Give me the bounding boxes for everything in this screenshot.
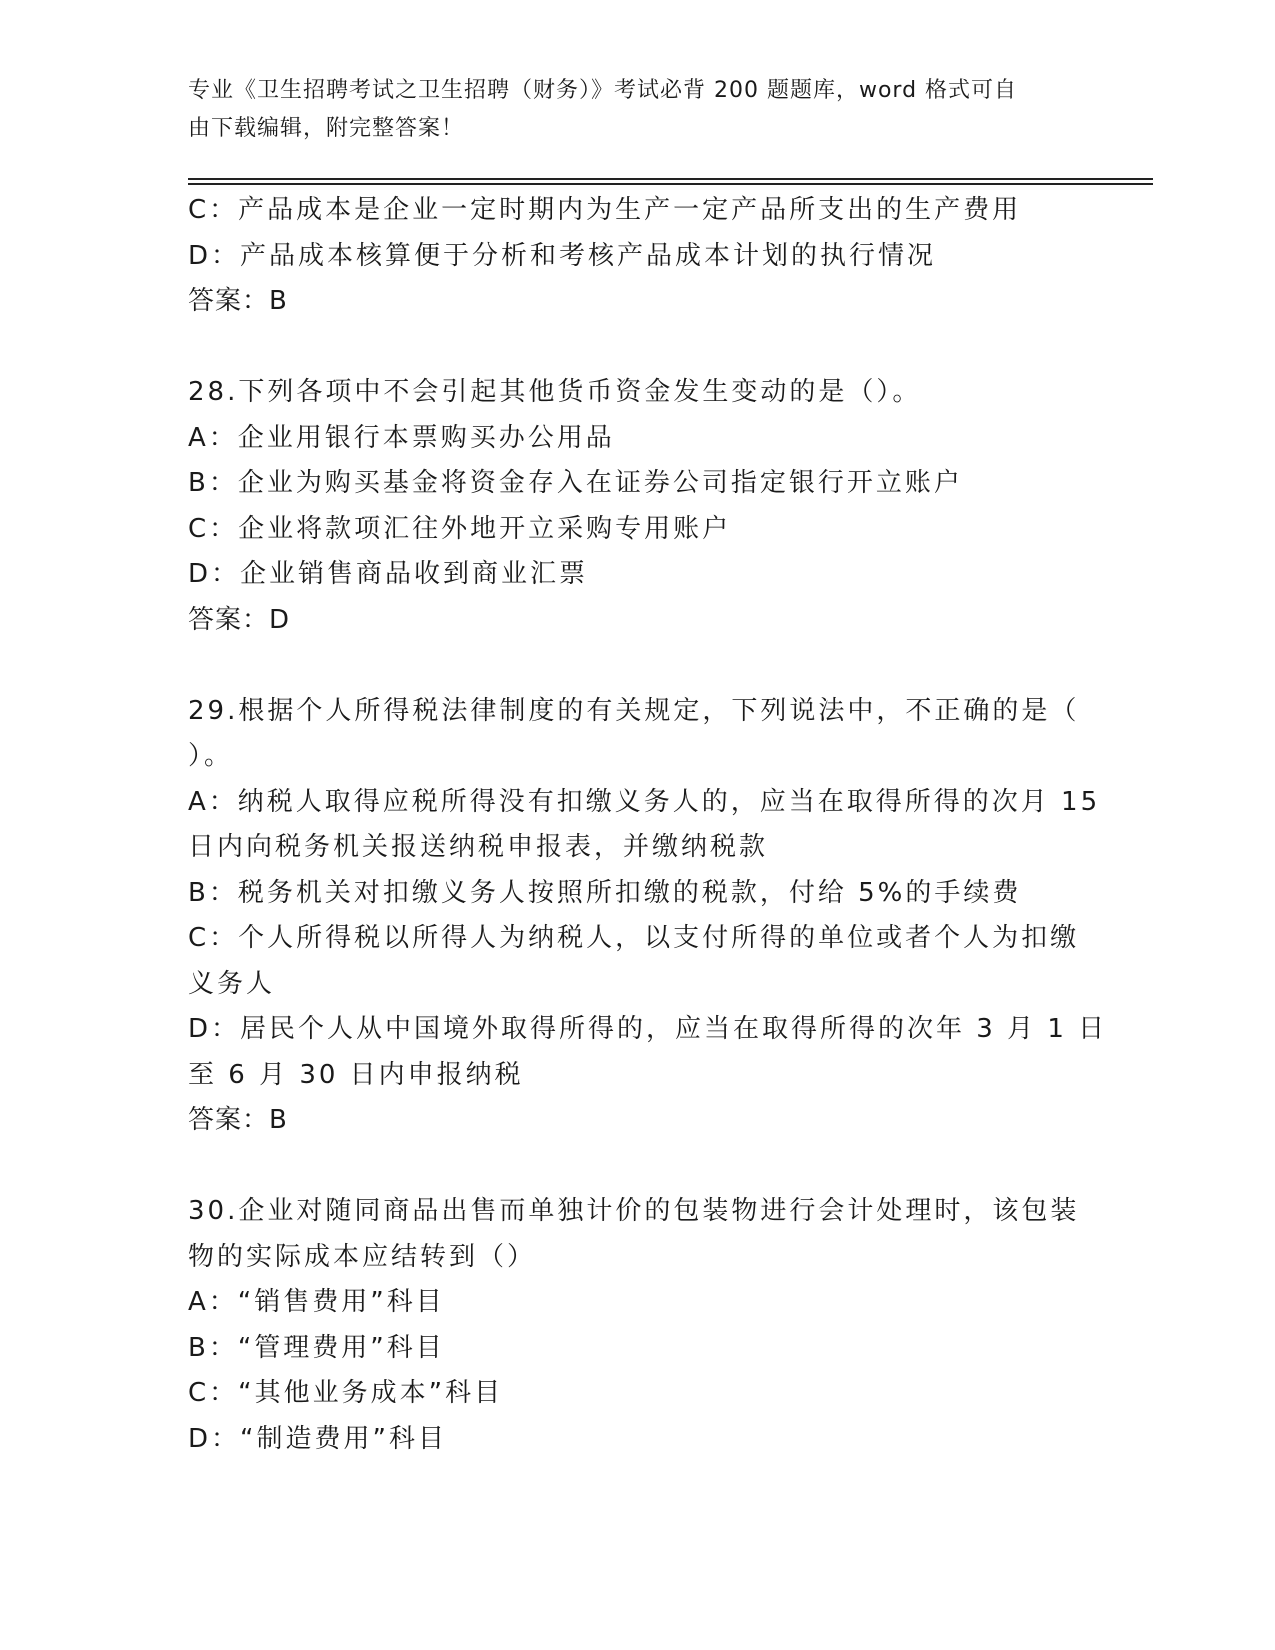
option-c-line-2: 义务人 — [188, 968, 276, 999]
option-a-line-2: 日内向税务机关报送纳税申报表，并缴纳税款 — [188, 832, 769, 862]
question-stem: 28.下列各项中不会引起其他货币资金发生变动的是（）。 — [188, 377, 922, 407]
question-29 — [188, 689, 1108, 1144]
option-b: B：企业为购买基金将资金存入在证券公司指定银行开立账户 — [188, 468, 963, 498]
question-stem-line-1: 29.根据个人所得税法律制度的有关规定，下列说法中，不正确的是（ — [188, 695, 1080, 726]
question-stem-line-1: 30.企业对随同商品出售而单独计价的包装物进行会计处理时，该包装 — [188, 1196, 1080, 1226]
option-c-line-1: C：个人所得税以所得人为纳税人，以支付所得的单位或者个人为扣缴 — [188, 923, 1080, 953]
option-d: D：产品成本核算便于分析和考核产品成本计划的执行情况 — [188, 240, 937, 271]
question-list — [188, 188, 1108, 1462]
spacer — [188, 643, 1088, 689]
answer-line: 答案：D — [188, 604, 291, 635]
header-divider-top — [188, 178, 1153, 180]
option-a: A：企业用银行本票购买办公用品 — [188, 422, 615, 453]
spacer — [188, 1144, 1088, 1190]
header-line-2: 由下载编辑，附完整答案！ — [188, 116, 465, 141]
option-c: C：“其他业务成本”科目 — [188, 1378, 504, 1408]
option-c: C：企业将款项汇往外地开立采购专用账户 — [188, 513, 732, 544]
spacer — [188, 325, 1088, 371]
question-stem-line-2: 物的实际成本应结转到（） — [188, 1241, 537, 1272]
question-stem-line-2: ）。 — [188, 741, 234, 771]
option-c: C：产品成本是企业一定时期内为生产一定产品所支出的生产费用 — [188, 195, 1022, 225]
option-a-line-1: A：纳税人取得应税所得没有扣缴义务人的，应当在取得所得的次月 15 — [188, 786, 1101, 817]
header-line-1: 专业《卫生招聘考试之卫生招聘（财务）》考试必背 200 题题库，word 格式可自 — [188, 78, 1018, 103]
header-divider-bottom — [188, 183, 1153, 185]
option-d-line-2: 至 6 月 30 日内申报纳税 — [188, 1059, 524, 1090]
option-b: B：“管理费用”科目 — [188, 1332, 445, 1363]
question-27 — [188, 188, 1088, 325]
option-d: D：“制造费用”科目 — [188, 1423, 447, 1454]
option-d-line-1: D：居民个人从中国境外取得所得的，应当在取得所得的次年 3 月 1 日 — [188, 1014, 1108, 1044]
answer-line: 答案：B — [188, 1105, 288, 1135]
answer-line: 答案：B — [188, 286, 288, 316]
option-b: B：税务机关对扣缴义务人按照所扣缴的税款，付给 5%的手续费 — [188, 877, 1022, 908]
option-d: D：企业销售商品收到商业汇票 — [188, 559, 589, 589]
document-header — [188, 72, 1068, 148]
question-28 — [188, 370, 1088, 643]
question-30 — [188, 1189, 1088, 1462]
option-a: A：“销售费用”科目 — [188, 1287, 445, 1317]
